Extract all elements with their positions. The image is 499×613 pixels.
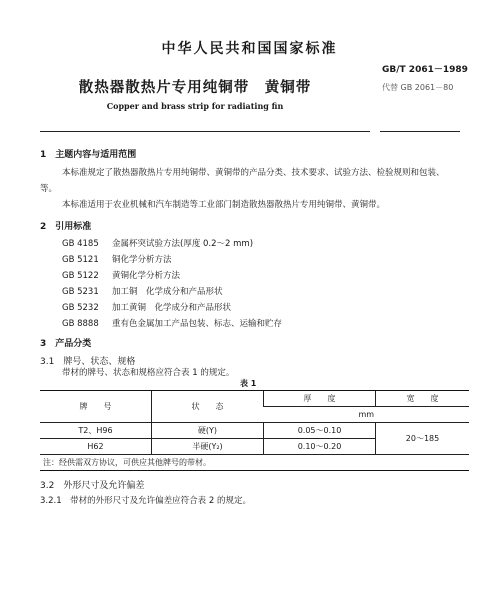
cell-state: 半硬(Y₂) bbox=[152, 439, 264, 455]
cell-grade: T2、H96 bbox=[40, 423, 152, 439]
header-rule-left bbox=[40, 131, 370, 132]
section-1-paragraph-2: 本标准适用于农业机械和汽车制造等工业部门制造散热器散热片专用纯铜带、黄铜带。 bbox=[62, 200, 386, 210]
section-3-2-title: 3.2 外形尺寸及允许偏差 bbox=[40, 481, 145, 491]
table-1-caption: 表 1 bbox=[240, 379, 257, 388]
header-grade: 牌 号 bbox=[40, 391, 152, 423]
reference-code: GB 8888 bbox=[62, 319, 99, 329]
section-2-title: 2 引用标准 bbox=[40, 222, 92, 232]
reference-title: 加工黄铜 化学成分和产品形状 bbox=[112, 303, 232, 313]
reference-item bbox=[62, 253, 172, 265]
header-rule-right bbox=[380, 131, 460, 132]
header-unit: mm bbox=[264, 407, 470, 423]
table-note: 注：经供需双方协议，可供应其他牌号的带材。 bbox=[40, 455, 469, 471]
section-1-paragraph-1-cont: 等。 bbox=[40, 184, 58, 194]
table-1 bbox=[40, 390, 469, 471]
national-standard-header: 中华人民共和国国家标准 bbox=[161, 41, 338, 57]
reference-item bbox=[62, 301, 231, 313]
table-header-row bbox=[40, 391, 469, 407]
section-3-2-1-text: 3.2.1 带材的外形尺寸及允许偏差应符合表 2 的规定。 bbox=[40, 496, 251, 506]
reference-item bbox=[62, 285, 223, 297]
header-thickness: 厚 度 bbox=[264, 391, 376, 407]
cell-thickness: 0.10～0.20 bbox=[264, 439, 376, 455]
reference-title: 黄铜化学分析方法 bbox=[112, 271, 181, 281]
header-width: 宽 度 bbox=[376, 391, 470, 407]
reference-code: GB 5122 bbox=[62, 271, 99, 281]
reference-item bbox=[62, 317, 282, 329]
document-title-english: Copper and brass strip for radiating fin bbox=[106, 101, 284, 111]
standard-code: GB/T 2061－1989 bbox=[382, 65, 468, 75]
section-1-paragraph-1: 本标准规定了散热器散热片专用纯铜带、黄铜带的产品分类、技术要求、试验方法、检验规则和包装、 bbox=[62, 168, 445, 178]
cell-grade: H62 bbox=[40, 439, 152, 455]
replaces-standard: 代替 GB 2061－80 bbox=[382, 83, 454, 92]
table-row bbox=[40, 423, 469, 439]
reference-code: GB 5231 bbox=[62, 287, 99, 297]
section-3-title: 3 产品分类 bbox=[40, 339, 92, 349]
section-3-1-title: 3.1 牌号、状态、规格 bbox=[40, 357, 136, 367]
reference-title: 重有色金属加工产品包装、标志、运输和贮存 bbox=[112, 319, 283, 329]
reference-item bbox=[62, 237, 253, 249]
reference-title: 加工铜 化学成分和产品形状 bbox=[112, 287, 223, 297]
reference-code: GB 5232 bbox=[62, 303, 99, 313]
cell-thickness: 0.05～0.10 bbox=[264, 423, 376, 439]
cell-state: 硬(Y) bbox=[152, 423, 264, 439]
document-title: 散热器散热片专用纯铜带 黄铜带 bbox=[78, 80, 312, 96]
section-3-1-text: 带材的牌号、状态和规格应符合表 1 的规定。 bbox=[62, 368, 235, 378]
table-note-row bbox=[40, 455, 469, 471]
reference-title: 金属杯突试验方法(厚度 0.2～2 mm) bbox=[112, 239, 254, 249]
reference-title: 铜化学分析方法 bbox=[112, 255, 172, 265]
reference-item bbox=[62, 269, 180, 281]
reference-code: GB 4185 bbox=[62, 239, 99, 249]
cell-width: 20～185 bbox=[376, 423, 470, 455]
header-state: 状 态 bbox=[152, 391, 264, 423]
section-1-title: 1 主题内容与适用范围 bbox=[40, 150, 137, 160]
reference-code: GB 5121 bbox=[62, 255, 99, 265]
